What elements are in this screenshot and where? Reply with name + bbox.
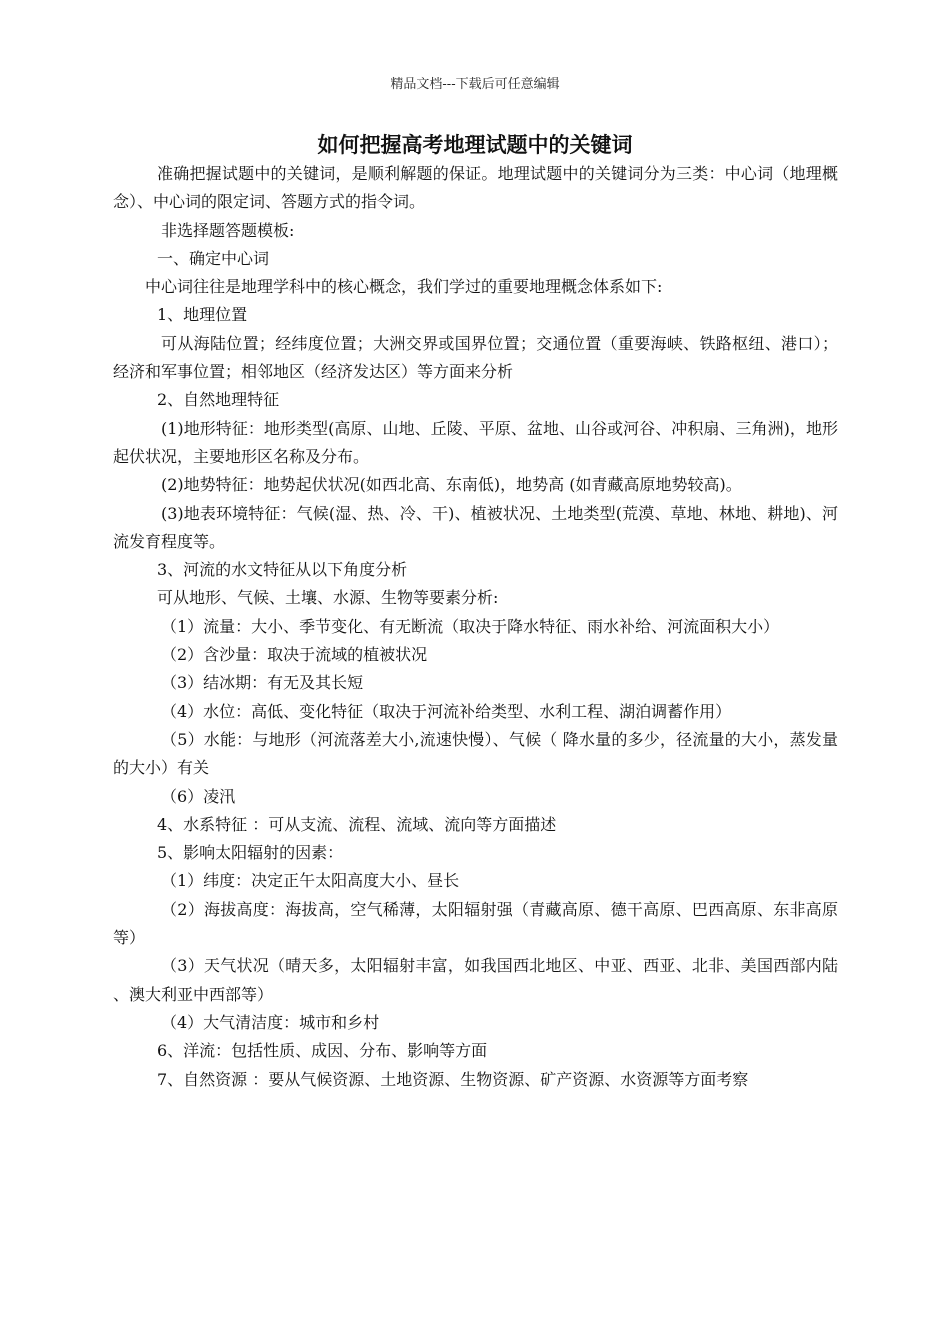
paragraph: 可从地形、气候、土壤、水源、生物等要素分析: [157,588,499,608]
list-item: （4）水位：高低、变化特征（取决于河流补给类型、水利工程、湖泊调蓄作用） [161,701,732,721]
list-item: （5）水能：与地形（河流落差大小,流速快慢）、气候（ 降水量的多少，径流量的大小，蒸发量的大小）有关 [113,729,838,778]
document-body [113,160,838,1094]
template-heading: 非选择题答题模板: [161,220,295,240]
list-item: （1）流量：大小、季节变化、有无断流（取决于降水特征、雨水补给、河流面积大小） [161,616,780,636]
document-title: 如何把握高考地理试题中的关键词 [317,132,633,157]
intro-paragraph: 准确把握试题中的关键词，是顺利解题的保证。地理试题中的关键词分为三类：中心词（地理概念）、中心词的限定词、答题方式的指令词。 [113,164,838,212]
list-item: （3）结冰期：有无及其长短 [161,673,364,693]
item-heading: 3、河流的水文特征从以下角度分析 [157,560,408,580]
section-heading: 一、确定中心词 [157,248,270,268]
paragraph: (3)地表环境特征：气候(湿、热、冷、干)、植被状况、土地类型(荒漠、草地、林地、耕地)、河流发育程度等。 [113,503,838,551]
list-item: （4）大气清洁度：城市和乡村 [161,1012,380,1032]
list-item: （3）天气状况（晴天多，太阳辐射丰富，如我国西北地区、中亚、西亚、北非、美国西部内陆、澳大利亚中西部等） [113,956,838,1004]
paragraph: 可从海陆位置；经纬度位置；大洲交界或国界位置；交通位置（重要海峡、铁路枢纽、港口）；经济和军事位置；相邻地区（经济发达区）等方面来分析 [113,333,838,382]
header-note: 精品文档---下载后可任意编辑 [390,77,560,92]
list-item: （2）海拔高度：海拔高，空气稀薄，太阳辐射强（青藏高原、德干高原、巴西高原、东非高原等） [113,899,838,948]
list-item: （1）纬度：决定正午太阳高度大小、昼长 [161,871,460,891]
paragraph: (2)地势特征：地势起伏状况(如西北高、东南低)，地势高 (如青藏高原地势较高)。 [161,475,742,495]
paragraph: (1)地形特征：地形类型(高原、山地、丘陵、平原、盆地、山谷或河谷、冲积扇、三角洲)，地形起伏状况，主要地形区名称及分布。 [113,418,838,466]
list-item: （2）含沙量：取决于流域的植被状况 [161,645,428,665]
paragraph: 中心词往往是地理学科中的核心概念，我们学过的重要地理概念体系如下: [145,277,663,297]
item-heading: 4、水系特征 ：可从支流、流程、流域、流向等方面描述 [157,814,557,834]
list-item: （6）凌汛 [161,786,236,806]
item-heading: 6、洋流：包括性质、成因、分布、影响等方面 [157,1041,488,1061]
item-heading: 2、自然地理特征 [157,390,280,410]
item-heading: 1、地理位置 [157,305,248,325]
item-heading: 5、影响太阳辐射的因素： [157,843,344,863]
item-heading: 7、自然资源 ：要从气候资源、土地资源、生物资源、矿产资源、水资源等方面考察 [157,1069,749,1089]
